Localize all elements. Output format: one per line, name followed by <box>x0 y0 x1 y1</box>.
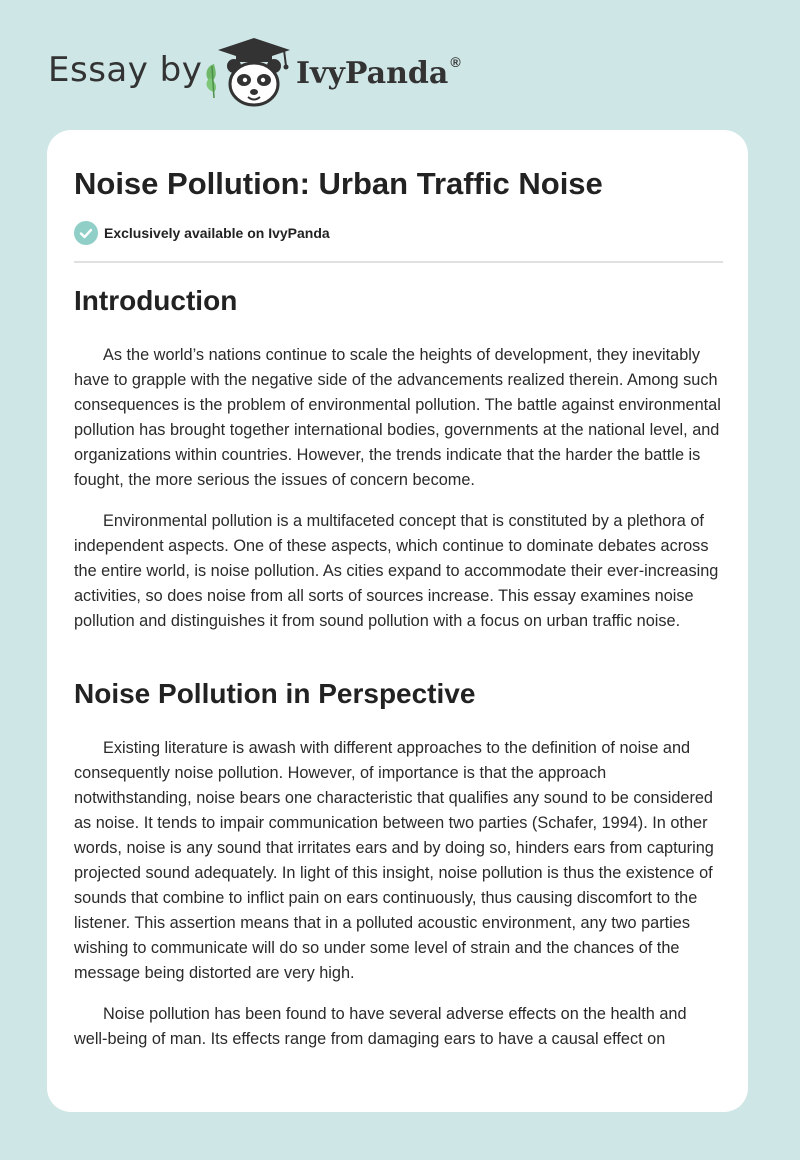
ivypanda-brand[interactable]: IvyPanda ® <box>296 54 461 91</box>
essay-title: Noise Pollution: Urban Traffic Noise <box>74 166 603 201</box>
paragraph: As the world’s nations continue to scale the heights of development, they inevitably have to grapple with the negative side of the advancements realized therein. Among such consequences is the problem of environmental pollution. The battle against environmental pollution has brought together international bodies, governments at the national level, and organizations within countries. However, the trends indicate that the harder the battle is fought, the more serious the issues of concern become. <box>74 346 721 489</box>
essay-card <box>47 130 748 1112</box>
exclusive-label: Exclusively available on IvyPanda <box>104 225 330 241</box>
title-divider <box>74 261 723 263</box>
exclusive-badge <box>74 221 330 245</box>
paragraph: Environmental pollution is a multifaceted concept that is constituted by a plethora of independent aspects. One of these aspects, which continue to dominate debates across the entire world, is noise pollution. As cities expand to accommodate their ever-increasing activities, so does noise from all sorts of sources increase. This essay examines noise pollution and distinguishes it from sound pollution with a focus on urban traffic noise. <box>74 512 719 630</box>
section-heading-introduction: Introduction <box>74 285 238 316</box>
check-icon <box>74 221 98 245</box>
essay-by-label: Essay by <box>48 50 203 90</box>
site-header <box>48 36 648 108</box>
section-heading-perspective: Noise Pollution in Perspective <box>74 678 476 709</box>
panda-logo-icon <box>200 36 296 108</box>
paragraph: Existing literature is awash with different approaches to the definition of noise and consequently noise pollution. However, of importance is that the approach notwithstanding, noise bears one characteristic that qualifies any sound to be considered as noise. It tends to impair communication between two parties (Schafer, 1994). In other words, noise is any sound that irritates ears and by doing so, hinders ears from capturing projected sound adequately. In light of this insight, noise pollution is thus the existence of sounds that combine to inflict pain on ears continuously, thus causing discomfort to the listener. This assertion means that in a polluted acoustic environment, any two parties wishing to communicate will do so under some level of strain and the chances of the message being distorted are very high. <box>74 739 714 982</box>
paragraph: Noise pollution has been found to have several adverse effects on the health and well-being of man. Its effects range from damaging ears to have a causal effect on <box>74 1005 687 1048</box>
